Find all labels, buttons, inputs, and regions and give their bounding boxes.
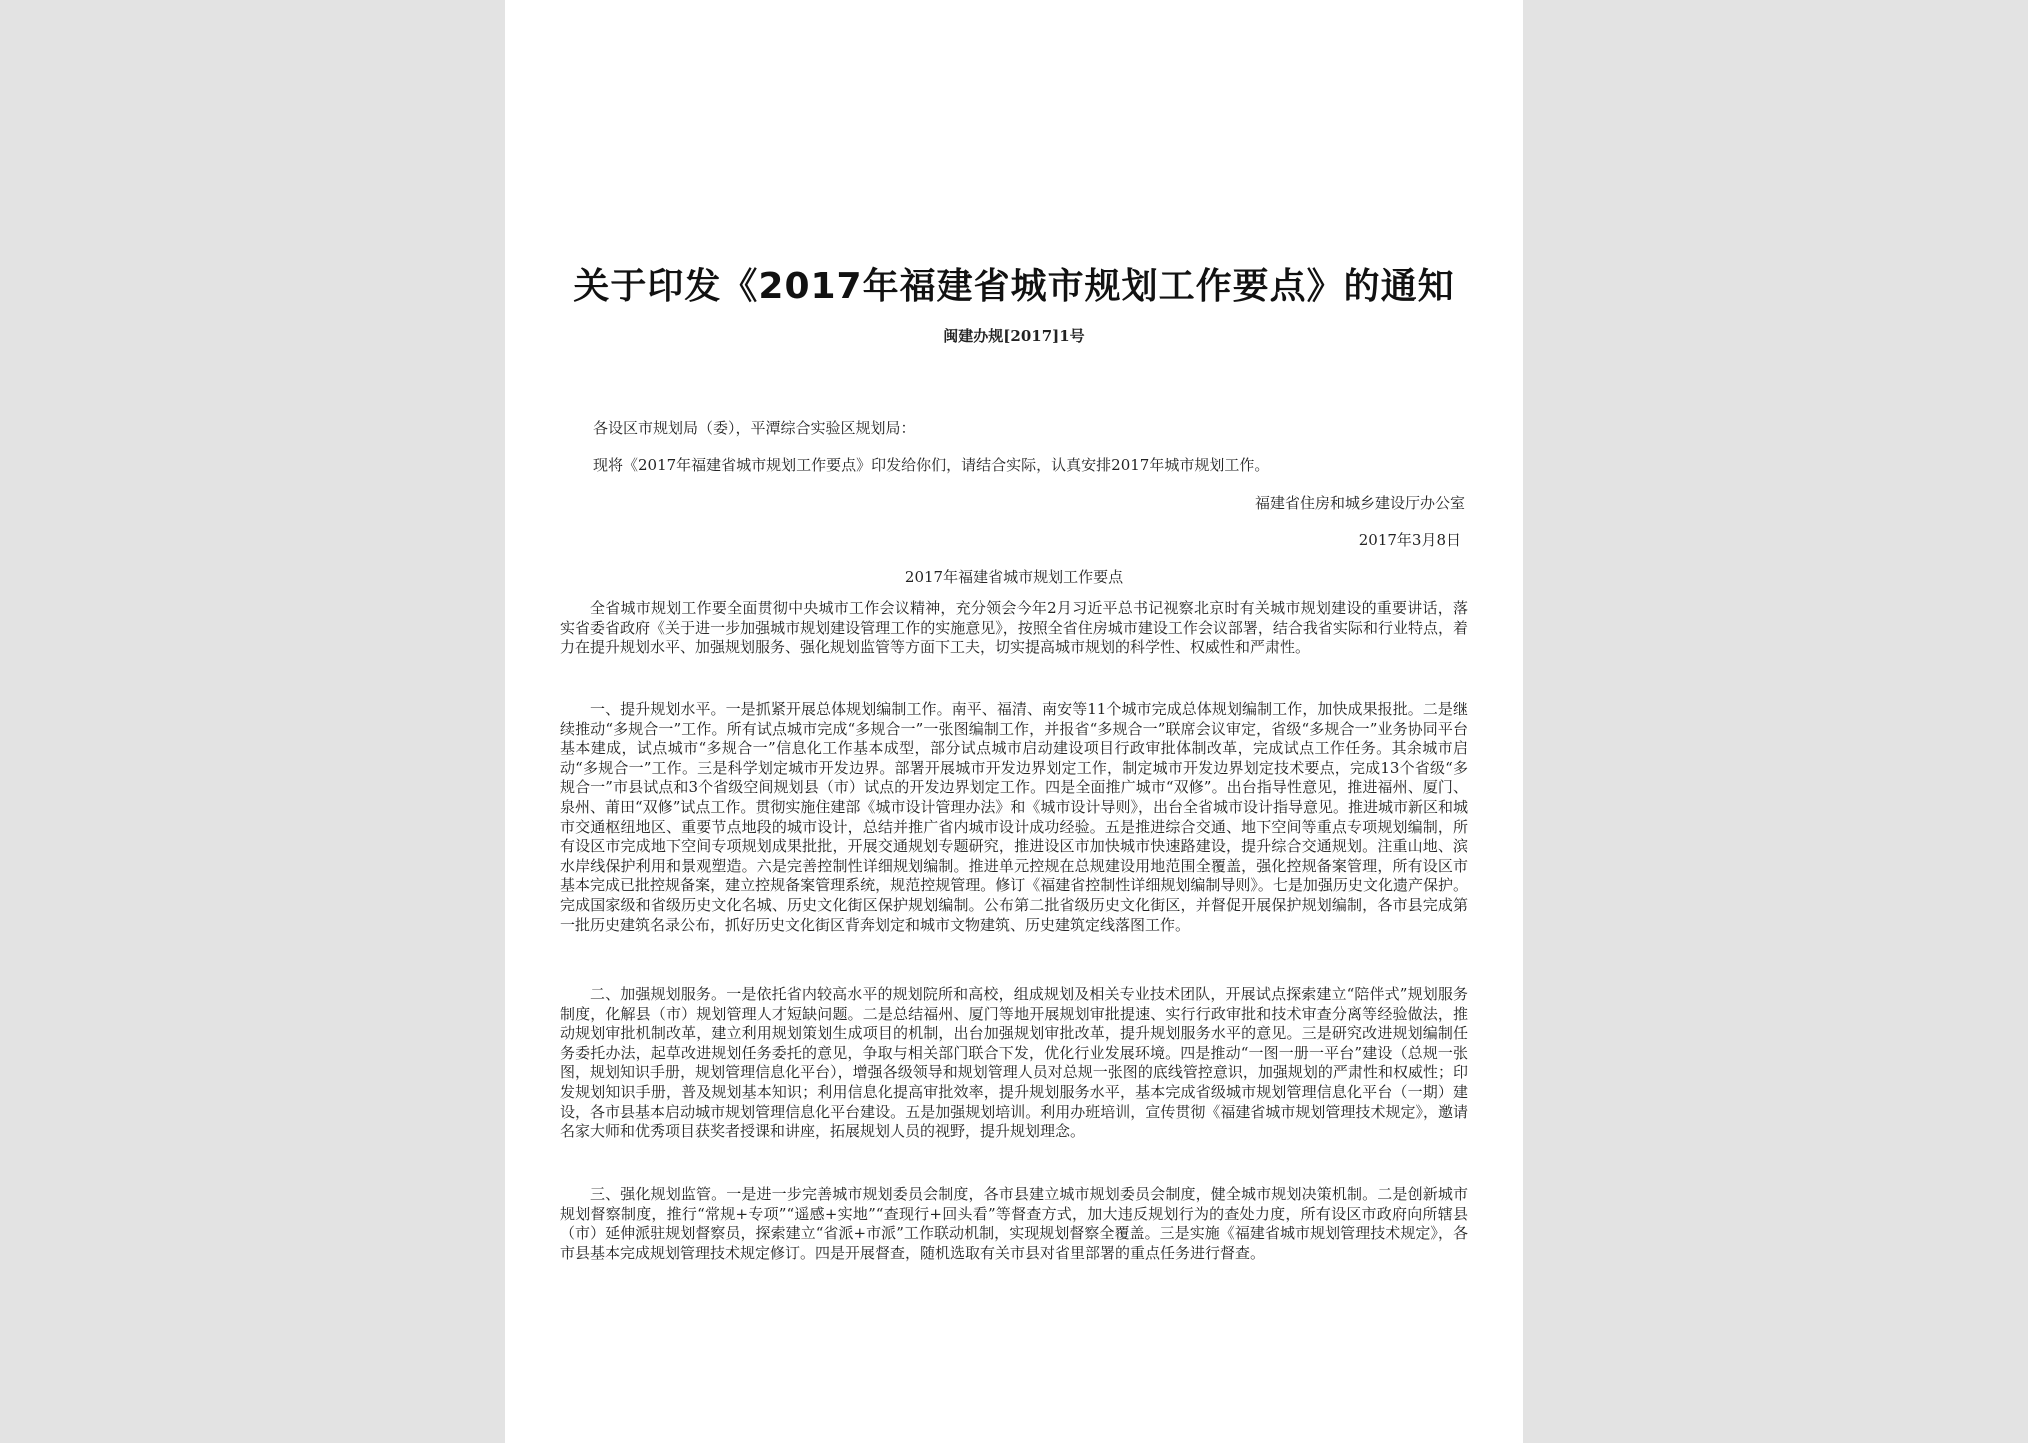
document-number: 闽建办规[2017]1号 xyxy=(943,327,1085,345)
intro-sentence: 现将《2017年福建省城市规划工作要点》印发给你们，请结合实际，认真安排2017年城市规划工作。 xyxy=(593,456,1270,474)
body-paragraph: 全省城市规划工作要全面贯彻中央城市工作会议精神，充分领会今年2月习近平总书记视察北京时有关城市规划建设的重要讲话，落实省委省政府《关于进一步加强城市规划建设管理工作的实施意见》，按照全省住房城市建设工作会议部署，结合我省实际和行业特点，着力在提升规划水平、加强规划服务、强化规划监管等方面下工夫，切实提高城市规划的科学性、权威性和严肃性。 xyxy=(560,599,1468,657)
attachment-title: 2017年福建省城市规划工作要点 xyxy=(904,568,1124,586)
issuer: 福建省住房和城乡建设厅办公室 xyxy=(1254,494,1465,512)
salutation: 各设区市规划局（委），平潭综合实验区规划局： xyxy=(593,419,916,437)
body-paragraph: 一、提升规划水平。一是抓紧开展总体规划编制工作。南平、福清、南安等11个城市完成总体规划编制工作，加快成果报批。二是继续推动“多规合一”工作。所有试点城市完成“多规合一”一张图编制工作，并报省“多规合一”联席会议审定，省级“多规合一”业务协同平台基本建成，试点城市“多规合一”信息化工作基本成型，部分试点城市启动建设项目行政审批体制改革，完成试点工作任务。其余城市启动“多规合一”工作。三是科学划定城市开发边界。部署开展城市开发边界划定工作，制定城市开发边界划定技术要点，完成13个省级“多规合一”市县试点和3个省级空间规划县（市）试点的开发边界划定工作。四是全面推广城市“双修”。出台指导性意见，推进福州、厦门、泉州、莆田“双修”试点工作。贯彻实施住建部《城市设计管理办法》和《城市设计导则》，出台全省城市设计指导意见。推进城市新区和城市交通枢纽地区、重要节点地段的城市设计，总结并推广省内城市设计成功经验。五是推进综合交通、地下空间等重点专项规划编制，所有设区市完成地下空间专项规划成果批批，开展交通规划专题研究，推进设区市加快城市快速路建设，提升综合交通规划。注重山地、滨水岸线保护利用和景观塑造。六是完善控制性详细规划编制。推进单元控规在总规建设用地范围全覆盖，强化控规备案管理，所有设区市基本完成已批控规备案，建立控规备案管理系统，规范控规管理。修订《福建省控制性详细规划编制导则》。七是加强历史文化遗产保护。完成国家级和省级历史文化名城、历史文化街区保护规划编制。公布第二批省级历史文化街区，并督促开展保护规划编制，各市县完成第一批历史建筑名录公布，抓好历史文化街区背奔划定和城市文物建筑、历史建筑定线落图工作。 xyxy=(560,700,1468,934)
issue-date: 2017年3月8日 xyxy=(1358,531,1461,549)
document-page xyxy=(505,0,1523,1443)
body-paragraph: 二、加强规划服务。一是依托省内较高水平的规划院所和高校，组成规划及相关专业技术团队，开展试点探索建立“陪伴式”规划服务制度，化解县（市）规划管理人才短缺问题。二是总结福州、厦门等地开展规划审批提速、实行行政审批和技术审查分离等经验做法，推动规划审批机制改革，建立利用规划策划生成项目的机制，出台加强规划审批改革，提升规划服务水平的意见。三是研究改进规划编制任务委托办法，起草改进规划任务委托的意见，争取与相关部门联合下发，优化行业发展环境。四是推动“一图一册一平台”建设（总规一张图，规划知识手册，规划管理信息化平台），增强各级领导和规划管理人员对总规一张图的底线管控意识，加强规划的严肃性和权威性；印发规划知识手册，普及规划基本知识；利用信息化提高审批效率，提升规划服务水平，基本完成省级城市规划管理信息化平台（一期）建设，各市县基本启动城市规划管理信息化平台建设。五是加强规划培训。利用办班培训，宣传贯彻《福建省城市规划管理技术规定》，邀请名家大师和优秀项目获奖者授课和讲座，拓展规划人员的视野，提升规划理念。 xyxy=(560,985,1468,1141)
body-paragraph: 三、强化规划监管。一是进一步完善城市规划委员会制度，各市县建立城市规划委员会制度，健全城市规划决策机制。二是创新城市规划督察制度，推行“常规+专项”“遥感+实地”“查现行+回头看”等督查方式，加大违反规划行为的查处力度，所有设区市政府向所辖县（市）延伸派驻规划督察员，探索建立“省派+市派”工作联动机制，实现规划督察全覆盖。三是实施《福建省城市规划管理技术规定》，各市县基本完成规划管理技术规定修订。四是开展督查，随机选取有关市县对省里部署的重点任务进行督查。 xyxy=(560,1185,1468,1262)
document-title: 关于印发《2017年福建省城市规划工作要点》的通知 xyxy=(573,266,1455,307)
